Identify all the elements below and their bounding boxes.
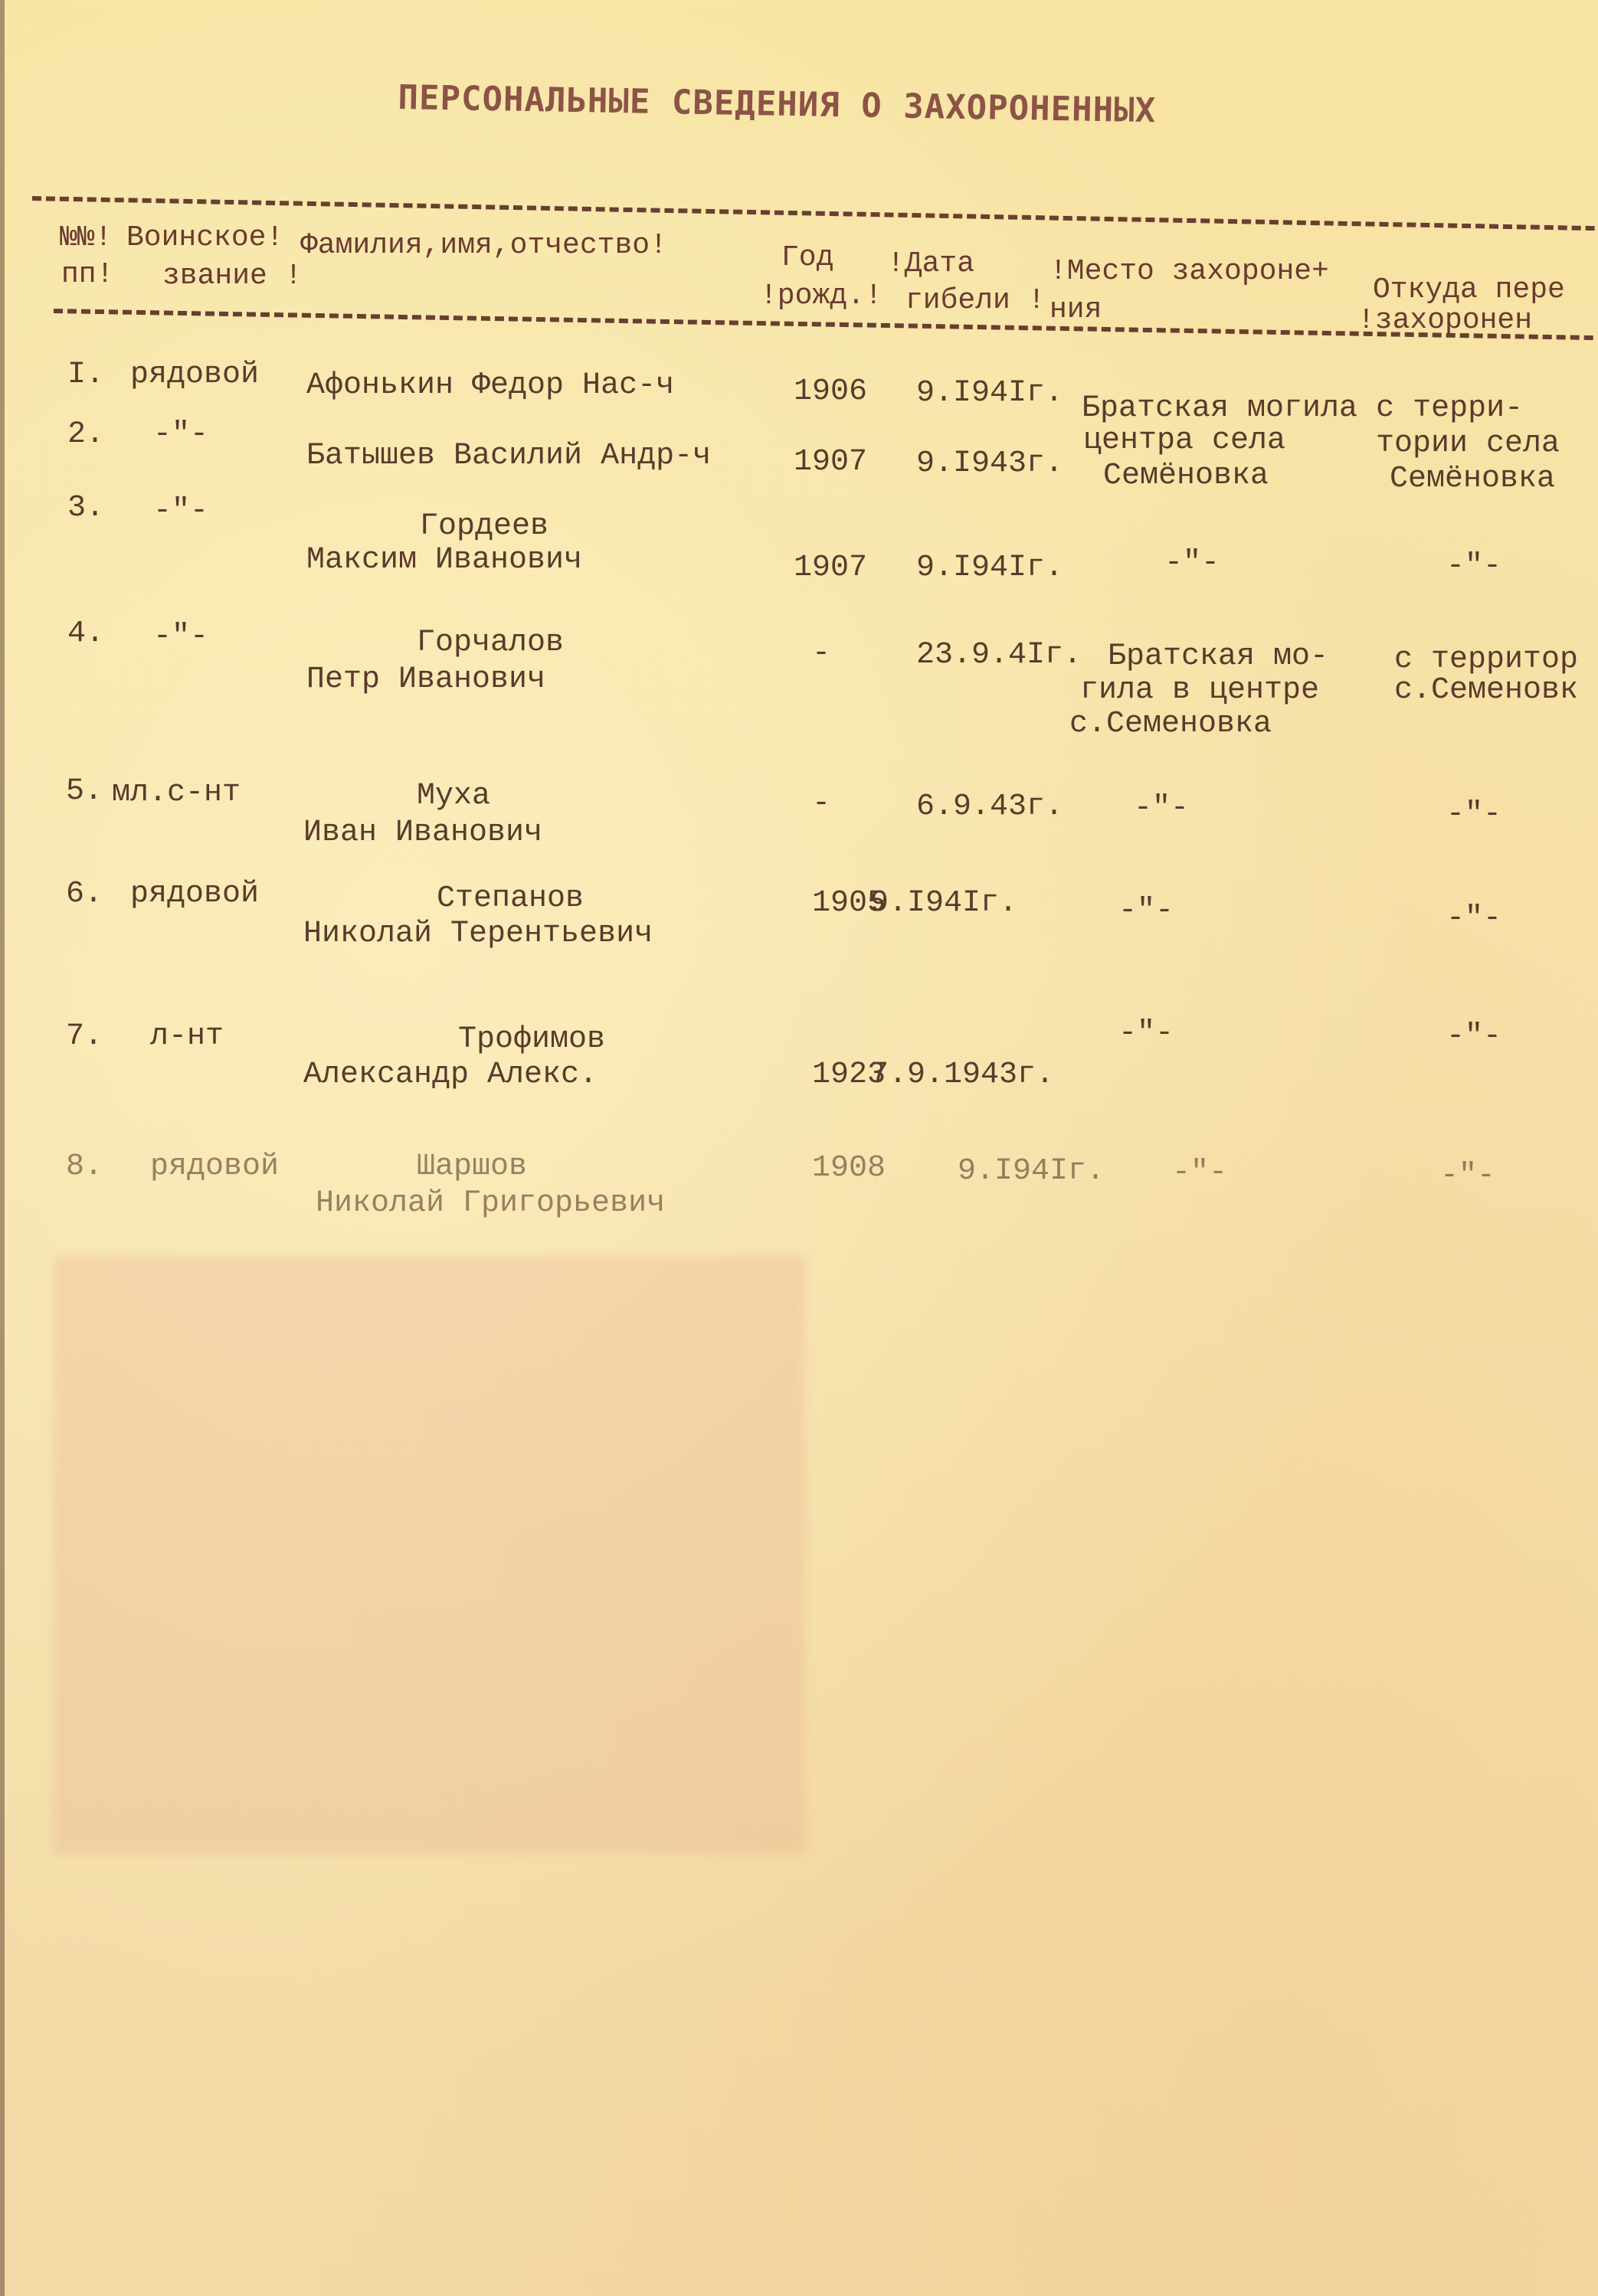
row-7-from: -"-	[1446, 1019, 1502, 1054]
row-3-date: 9.I94Iг.	[916, 551, 1064, 585]
row-6-rank: рядовой	[130, 877, 260, 911]
row-7-name-2: Александр Алекс.	[303, 1058, 598, 1092]
row-1-from-2: Семёновка	[1390, 462, 1556, 496]
row-1-num: I.	[67, 358, 105, 392]
row-5-num: 5.	[66, 774, 103, 809]
header-from-1: Откуда пере	[1373, 273, 1565, 306]
row-6-name-2: Николай Терентьевич	[303, 917, 653, 951]
row-4-date: 23.9.4Iг.	[916, 638, 1082, 672]
row-3-rank: -"-	[153, 494, 209, 528]
row-5-year: -	[812, 787, 831, 821]
row-8-name-1: Шаршов	[417, 1150, 528, 1184]
row-4-name-2: Петр Иванович	[306, 662, 546, 697]
row-4-rank: -"-	[153, 620, 209, 654]
header-year-2: !рожд.!	[760, 280, 883, 312]
row-3-year: 1907	[794, 551, 868, 585]
header-place-1: !Место захороне+	[1050, 255, 1329, 288]
row-5-rank: мл.с-нт	[112, 776, 241, 810]
row-8-name-2: Николай Григорьевич	[316, 1186, 666, 1221]
row-1-place-2: центра села	[1083, 424, 1286, 458]
row-8-rank: рядовой	[150, 1150, 280, 1184]
row-7-date: 7.9.1943г.	[870, 1058, 1055, 1092]
row-3-name-1: Гордеев	[420, 509, 549, 544]
row-4-year: -	[812, 636, 831, 671]
header-num-2: пп!	[61, 258, 114, 291]
row-8-from: -"-	[1440, 1159, 1496, 1193]
header-date-2: гибели !	[905, 284, 1046, 317]
row-5-place: -"-	[1134, 791, 1190, 826]
row-8-place: -"-	[1172, 1156, 1228, 1190]
row-4-place-3: с.Семеновка	[1069, 707, 1272, 741]
row-3-from: -"-	[1446, 549, 1502, 584]
row-7-name-1: Трофимов	[458, 1022, 606, 1057]
header-year-1: Год	[781, 241, 834, 274]
row-1-year: 1906	[794, 374, 868, 409]
row-8-date: 9.I94Iг.	[958, 1154, 1105, 1189]
row-6-place: -"-	[1118, 894, 1174, 928]
row-4-place-2: гила в центре	[1080, 673, 1320, 708]
row-6-name-1: Степанов	[437, 881, 585, 916]
row-1-place-1: Братская могила с терри-	[1082, 391, 1524, 426]
page-edge	[0, 0, 5, 2296]
row-6-from: -"-	[1446, 901, 1502, 936]
header-rank-1: Воинское!	[126, 221, 284, 254]
header-name: Фамилия,имя,отчество!	[300, 229, 667, 262]
row-7-rank: л-нт	[150, 1019, 224, 1054]
row-4-num: 4.	[67, 617, 105, 651]
document-title: ПЕРСОНАЛЬНЫЕ СВЕДЕНИЯ О ЗАХОРОНЕННЫХ	[398, 78, 1157, 131]
row-1-date: 9.I94Iг.	[916, 376, 1064, 410]
row-3-num: 3.	[67, 491, 105, 525]
row-1-name: Афонькин Федор Нас-ч	[306, 368, 675, 403]
header-place-2: ния	[1050, 293, 1102, 326]
row-3-name-2: Максим Иванович	[306, 543, 583, 577]
paper-stain	[54, 1256, 804, 1853]
row-7-place: -"-	[1118, 1016, 1174, 1051]
row-6-num: 6.	[66, 877, 103, 911]
row-4-name-1: Горчалов	[417, 626, 565, 660]
row-4-from-2: с.Семеновк	[1394, 673, 1579, 708]
row-6-year: 1905	[812, 886, 886, 921]
row-6-date: 9.I94Iг.	[870, 886, 1018, 921]
row-2-year: 1907	[794, 445, 868, 479]
row-1-place-3: Семёновка	[1103, 459, 1269, 493]
header-date-1: !Дата	[887, 247, 975, 280]
row-5-from: -"-	[1446, 797, 1502, 832]
row-8-year: 1908	[812, 1151, 886, 1186]
row-1-rank: рядовой	[130, 358, 260, 392]
row-3-place: -"-	[1164, 546, 1220, 581]
row-7-num: 7.	[66, 1019, 103, 1054]
row-2-name: Батышев Василий Андр-ч	[306, 439, 712, 473]
header-rank-2: звание !	[162, 260, 303, 293]
row-7-year: 1923	[812, 1058, 886, 1092]
header-from-2: !захоронен	[1357, 304, 1533, 337]
row-2-rank: -"-	[153, 417, 209, 452]
row-1-from-1: тории села	[1376, 427, 1560, 461]
row-5-name-1: Муха	[417, 779, 491, 813]
row-5-date: 6.9.43г.	[916, 790, 1064, 824]
row-8-num: 8.	[66, 1150, 103, 1184]
row-2-num: 2.	[67, 417, 105, 452]
row-2-date: 9.I943г.	[916, 446, 1064, 481]
header-num-1: №№!	[60, 221, 113, 254]
row-5-name-2: Иван Иванович	[303, 816, 543, 850]
row-4-from-1: с территор	[1394, 643, 1579, 677]
row-4-place-1: Братская мо-	[1108, 639, 1329, 674]
